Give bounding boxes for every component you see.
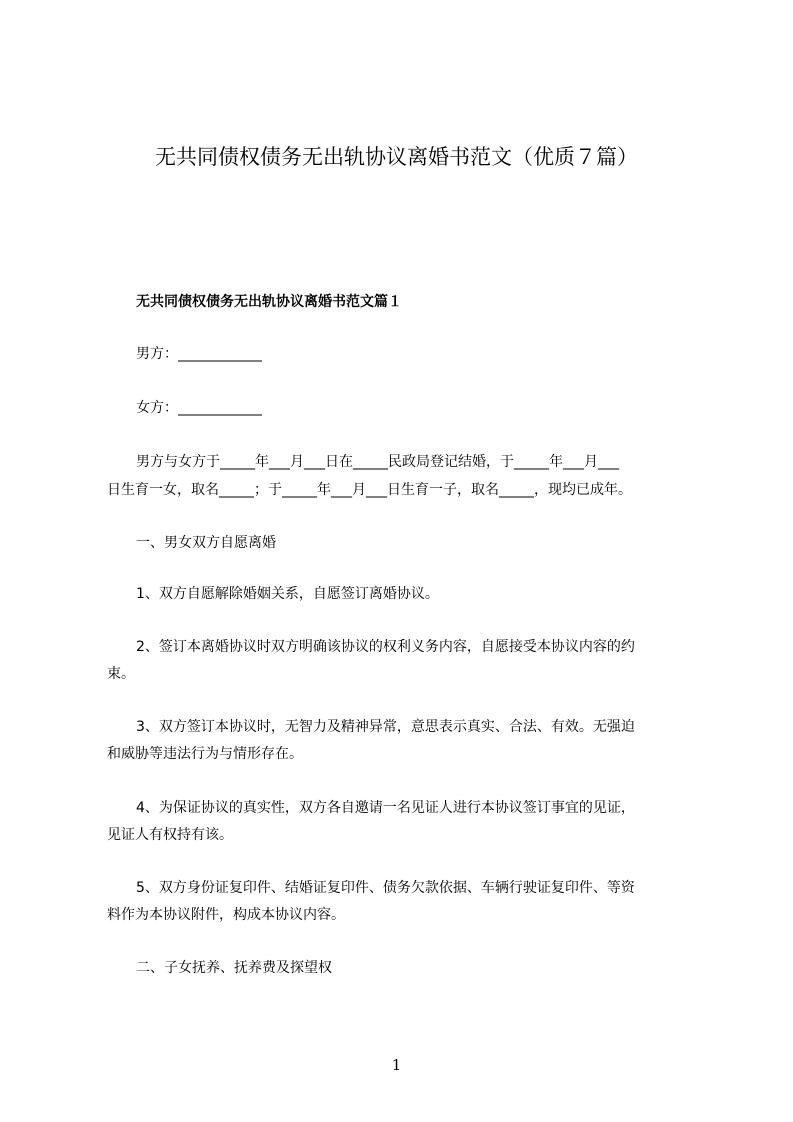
part1-heading: 一、男女双方自愿离婚	[136, 535, 276, 551]
intro-line-2: 日生育一女，取名_____；于_____年___月___日生育一子，取名_____，现均已成年。	[107, 482, 632, 498]
item-2-line-1: 2、签订本离婚协议时双方明确该协议的权利义务内容，自愿接受本协议内容的约	[136, 639, 635, 655]
item-5-line-2: 料作为本协议附件，构成本协议内容。	[107, 907, 345, 923]
item-3-line-2: 和威胁等违法行为与情形存在。	[107, 746, 303, 762]
item-5-line-1: 5、双方身份证复印件、结婚证复印件、债务欠款依据、车辆行驶证复印件、等资	[136, 880, 635, 896]
item-1-line-1: 1、双方自愿解除婚姻关系，自愿签订离婚协议。	[136, 586, 439, 602]
item-4-line-1: 4、为保证协议的真实性，双方各自邀请一名见证人进行本协议签订事宜的见证，	[136, 800, 635, 816]
item-2-line-2: 束。	[107, 666, 135, 682]
man-field: 男方：____________	[136, 346, 262, 362]
page-number: 1	[391, 1056, 402, 1074]
item-4-line-2: 见证人有权持有该。	[107, 827, 233, 843]
section-heading: 无共同债权债务无出轨协议离婚书范文篇１	[136, 294, 402, 310]
item-3-line-1: 3、双方签订本协议时，无智力及精神异常，意思表示真实、合法、有效。无强迫	[136, 719, 635, 735]
part2-heading: 二、子女抚养、抚养费及探望权	[136, 960, 332, 976]
intro-line-1: 男方与女方于_____年___月___日在_____民政局登记结婚，于_____年___月___	[136, 454, 619, 470]
woman-field: 女方：____________	[136, 400, 262, 416]
document-title: 无共同债权债务无出轨协议离婚书范文（优质７篇）	[155, 145, 638, 169]
